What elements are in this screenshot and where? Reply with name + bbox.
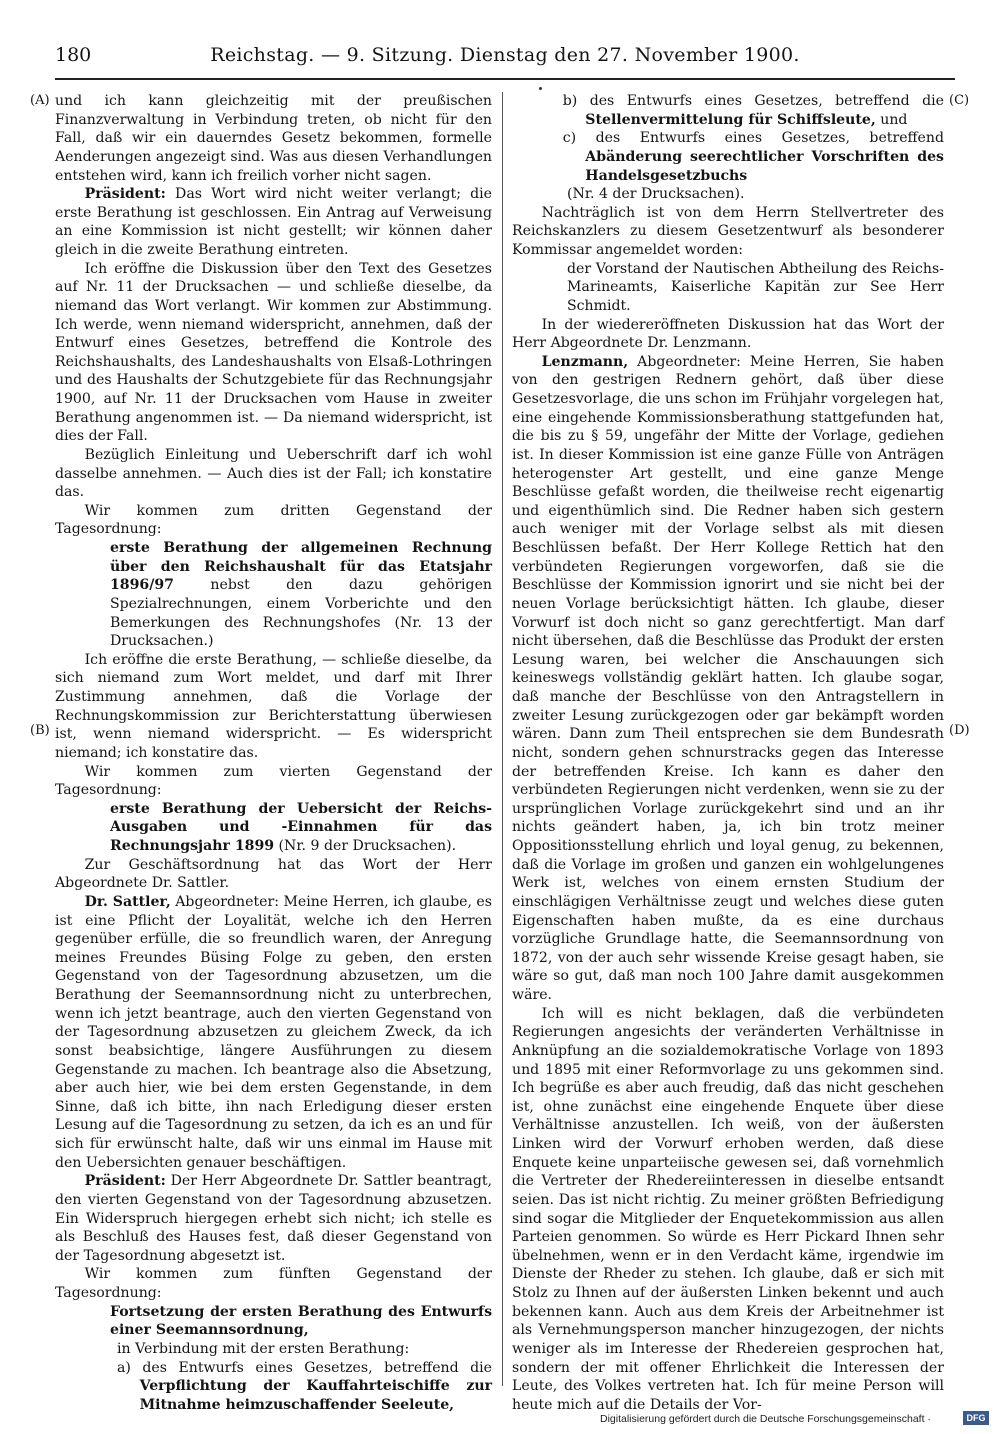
agenda-subline: in Verbindung mit der ersten Berathung:	[117, 1340, 410, 1357]
commissioner: der Vorstand der Nautischen Abtheilung des Reichs-Marineamts, Kaiserliche Kapitän zur See Herr Schmidt.	[566, 260, 944, 314]
page-title: Reichstag. — 9. Sitzung. Dienstag den 27. November 1900.	[210, 44, 800, 66]
margin-mark-d: (D)	[949, 723, 970, 738]
paragraph: Zur Geschäftsordnung hat das Wort der Herr Abgeordnete Dr. Sattler.	[55, 856, 492, 892]
page-number: 180	[55, 44, 92, 66]
agenda-item: Fortsetzung der ersten Berathung des Entwurfs einer Seemannsordnung,	[109, 1303, 492, 1339]
margin-mark-a: (A)	[30, 93, 50, 108]
column-divider	[502, 92, 503, 1386]
paragraph: Bezüglich Einleitung und Ueberschrift darf ich wohl dasselbe annehmen. — Auch dies ist der Fall; ich konstatire das.	[55, 446, 492, 501]
agenda-subitem: c) des Entwurfs eines Gesetzes, betreffend Abänderung seerechtlicher Vorschriften des Handelsgesetzbuchs	[562, 130, 944, 184]
agenda-subitem: b) des Entwurfs eines Gesetzes, betreffend die Stellenvermittelung für Schiffsleute, und	[562, 93, 944, 128]
paragraph: Ich eröffne die erste Berathung, — schließe dieselbe, da sich niemand zum Wort meldet, und darf mit Ihrer Zustimmung annehmen, daß die Vorlage der Rechnungskommission zur Berichterstattung überwiesen ist, wenn niemand widerspricht. — Es widerspricht niemand; ich konstatire das.	[55, 651, 492, 761]
paragraph: und ich kann gleichzeitig mit der preußischen Finanzverwaltung in Verbindung treten, ob nicht für den Fall, daß wir ein dauerndes Gesetz bekommen, formelle Aenderungen angezeigt sind. Was aus diesen Verhandlungen entstehen wird, kann ich freilich vorher nicht sagen.	[55, 93, 492, 184]
paragraph: Wir kommen zum vierten Gegenstand der Tagesordnung:	[55, 763, 492, 799]
agenda-subline: (Nr. 4 der Drucksachen).	[566, 186, 745, 203]
ink-dot	[539, 87, 542, 90]
left-column	[55, 92, 492, 1414]
paragraph: In der wiedereröffneten Diskussion hat das Wort der Herr Abgeordnete Dr. Lenzmann.	[512, 316, 944, 352]
paragraph: Dr. Sattler, Abgeordneter: Meine Herren, ich glaube, es ist eine Pflicht der Loyalität, welche ich den Herren gegenüber erfülle, die so freundlich waren, der Anregung meines Freundes Büsing Folge zu geben, den ersten Gegenstand von der Tagesordnung abzusetzen, um die Berathung der Seemannsordnung nicht zu unterbrechen, wenn ich jetzt beantrage, auch den vierten Gegenstand von der Tagesordnung abzusetzen zu gleichem Zweck, da ich sonst beabsichtige, längere Ausführungen zu diesem Gegenstande zu machen. Ich beantrage also die Absetzung, aber auch hier, wie bei dem ersten Gegenstande, in dem Sinne, daß ich bitte, ihn nach Erledigung dieser ersten Lesung auf die Tagesordnung zu setzen, da ich es an und für sich für erwünscht halte, daß wir uns einmal im Hause mit den Uebersichten genauer beschäftigen.	[55, 893, 493, 1171]
paragraph: Lenzmann, Abgeordneter: Meine Herren, Sie haben von den gestrigen Rednern gehört, daß über diese Gesetzesvorlage, die uns schon im Frühjahr vorgelegen hat, eine eingehende Kommissionsberathung stattgefunden hat, die bis zu § 59, ungefähr der Mitte der Vorlage, gediehen ist. In dieser Kommission ist eine ganze Fülle von Anträgen heterogenster Art gestellt, und eine ganze Menge Beschlüsse gefaßt worden, die theilweise recht eigenartig und eigenthümlich sind. Die Redner haben sich gestern auch weniger mit der Vorlage selbst als mit diesen Beschlüssen befaßt. Der Herr Kollege Rettich hat den verbündeten Regierungen vorgeworfen, daß sie die Beschlüsse der Kommission ignorirt und sie nicht bei der neuen Vorlage berücksichtigt hätten. Ich glaube, dieser Vorwurf ist doch nicht so ganz gerechtfertigt. Man darf nicht übersehen, daß die Beschlüsse das Produkt der ersten Lesung waren, bei welcher die Anschauungen sich keineswegs vollständig geklärt hatten. Ich glaube sogar, daß manche der Beschlüsse von den Antragstellern in zweiter Lesung zurückgezogen oder gar bekämpft worden wären. Dann zum Theil entsprechen sie dem Bundesrath nicht, sondern gehen schnurstracks gegen das Interesse der betreffenden Kreise. Ich kann es daher den verbündeten Regierungen nicht verdenken, wenn sie zu der ursprünglichen Vorlage zurückgekehrt sind und an ihr nichts geändert haben, ja, ich bin trotz meiner Oppositionsstellung ehrlich und loyal genug, zu bekennen, daß die Vorlage im großen und ganzen ein wohlgelungenes Werk ist, welches von einem ernsten Studium der einschlägigen Verhältnisse zeugt und welches diese guten Eigenschaften haben mußte, da es eine durchaus vorzügliche Grundlage hatte, die Seemannsordnung von 1872, von der auch sehr wissende Kreise gesagt haben, sie wäre so gut, daß man noch 100 Jahre damit ausgekommen wäre.	[512, 353, 944, 1003]
paragraph: Ich eröffne die Diskussion über den Text des Gesetzes auf Nr. 11 der Drucksachen — und schließe dieselbe, da niemand das Wort verlangt. Wir kommen zur Abstimmung. Ich werde, wenn niemand widerspricht, annehmen, daß der Entwurf eines Gesetzes, betreffend die Kontrole des Reichshaushalts, des Landeshaushalts von Elsaß-Lothringen und des Haushalts der Schutzgebiete für das Rechnungsjahr 1900, auf Nr. 11 der Drucksachen vom Hause in zweiter Berathung angenommen ist. — Da niemand widerspricht, ist dies der Fall.	[55, 260, 492, 445]
speaker: Präsident:	[84, 186, 166, 203]
paragraph: Nachträglich ist von dem Herrn Stellvertreter des Reichskanzlers zu diesem Gesetzentwurf als besonderer Kommissar angemeldet worden:	[512, 204, 944, 258]
speaker: Dr. Sattler,	[84, 893, 171, 910]
agenda-item: erste Berathung der Uebersicht der Reichs-Ausgaben und -Einnahmen für das Rechnungsjahr 1899 (Nr. 9 der Drucksachen).	[109, 800, 492, 854]
digitization-credit: Digitalisierung gefördert durch die Deutsche Forschungsgemeinschaft ·	[600, 1413, 931, 1425]
agenda-subitem: a) des Entwurfs eines Gesetzes, betreffend die Verpflichtung der Kauffahrteischiffe zur Mitnahme heimzuschaffender Seeleute,	[117, 1359, 492, 1413]
speaker: Präsident:	[84, 1173, 166, 1190]
dfg-logo: DFG	[963, 1411, 989, 1425]
page-header	[55, 44, 955, 74]
right-column	[512, 92, 944, 1414]
paragraph: Wir kommen zum dritten Gegenstand der Tagesordnung:	[55, 502, 492, 538]
paragraph: Wir kommen zum fünften Gegenstand der Tagesordnung:	[55, 1266, 492, 1301]
paragraph: Ich will es nicht beklagen, daß die verbündeten Regierungen angesichts der veränderten Verhältnisse in Anknüpfung an die sozialdemokratische Vorlage von 1893 und 1895 mit einer Reformvorlage zu uns gekommen sind. Ich begrüße es aber auch freudig, daß das nicht geschehen ist, ohne zunächst eine eingehende Enquete über diese Verhältnisse anzustellen. Ich weiß, von der äußersten Linken wird der Vorwurf erhoben werden, daß diese Enquete keine unparteiische gewesen sei, daß vornehmlich die Vertreter der Rhedereiinteressen in dieselbe entsandt seien. Das ist nicht richtig. Zu meiner größten Befriedigung sind sogar die Mitglieder der Enquetekommission aus allen Parteien genommen. So würde es Herr Pickard Ihnen sehr übelnehmen, wenn er in den Verdacht käme, irgendwie im Dienste der Rheder zu stehen. Ich glaube, daß er sich mit Stolz zu Ihnen auf der äußersten Linken bekennt und auch bekennen kann. Auch aus dem Kreis der Arbeitnehmer ist als Vernehmungsperson mancher hinzugezogen, der nichts weniger als im Interesse der Rhedereien gesprochen hat, sondern der mit offener Ehrlichkeit die Interessen der Leute, des Volkes vertreten hat. Ich für meine Person will heute mich auf die Details der Vor-	[512, 1005, 944, 1413]
agenda-item: erste Berathung der allgemeinen Rechnung über den Reichshaushalt für das Etatsjahr 1896/97 nebst den dazu gehörigen Spezialrechnungen, einem Vorberichte und den Bemerkungen des Rechnungshofes (Nr. 13 der Drucksachen.)	[109, 540, 492, 650]
margin-mark-c: (C)	[949, 93, 970, 108]
speaker: Lenzmann,	[541, 353, 629, 370]
margin-mark-b: (B)	[30, 723, 50, 738]
header-rule	[55, 78, 955, 80]
paragraph: Präsident: Der Herr Abgeordnete Dr. Sattler beantragt, den vierten Gegenstand von der Tagesordnung abzusetzen. Ein Widerspruch hiergegen erhebt sich nicht; ich stelle es als Beschluß des Hauses fest, daß dieser Gegenstand von der Tagesordnung abgesetzt ist.	[55, 1173, 492, 1264]
paragraph: Präsident: Das Wort wird nicht weiter verlangt; die erste Berathung ist geschlossen. Ein Antrag auf Verweisung an eine Kommission ist nicht gestellt; wir können daher gleich in die zweite Berathung eintreten.	[55, 186, 492, 258]
